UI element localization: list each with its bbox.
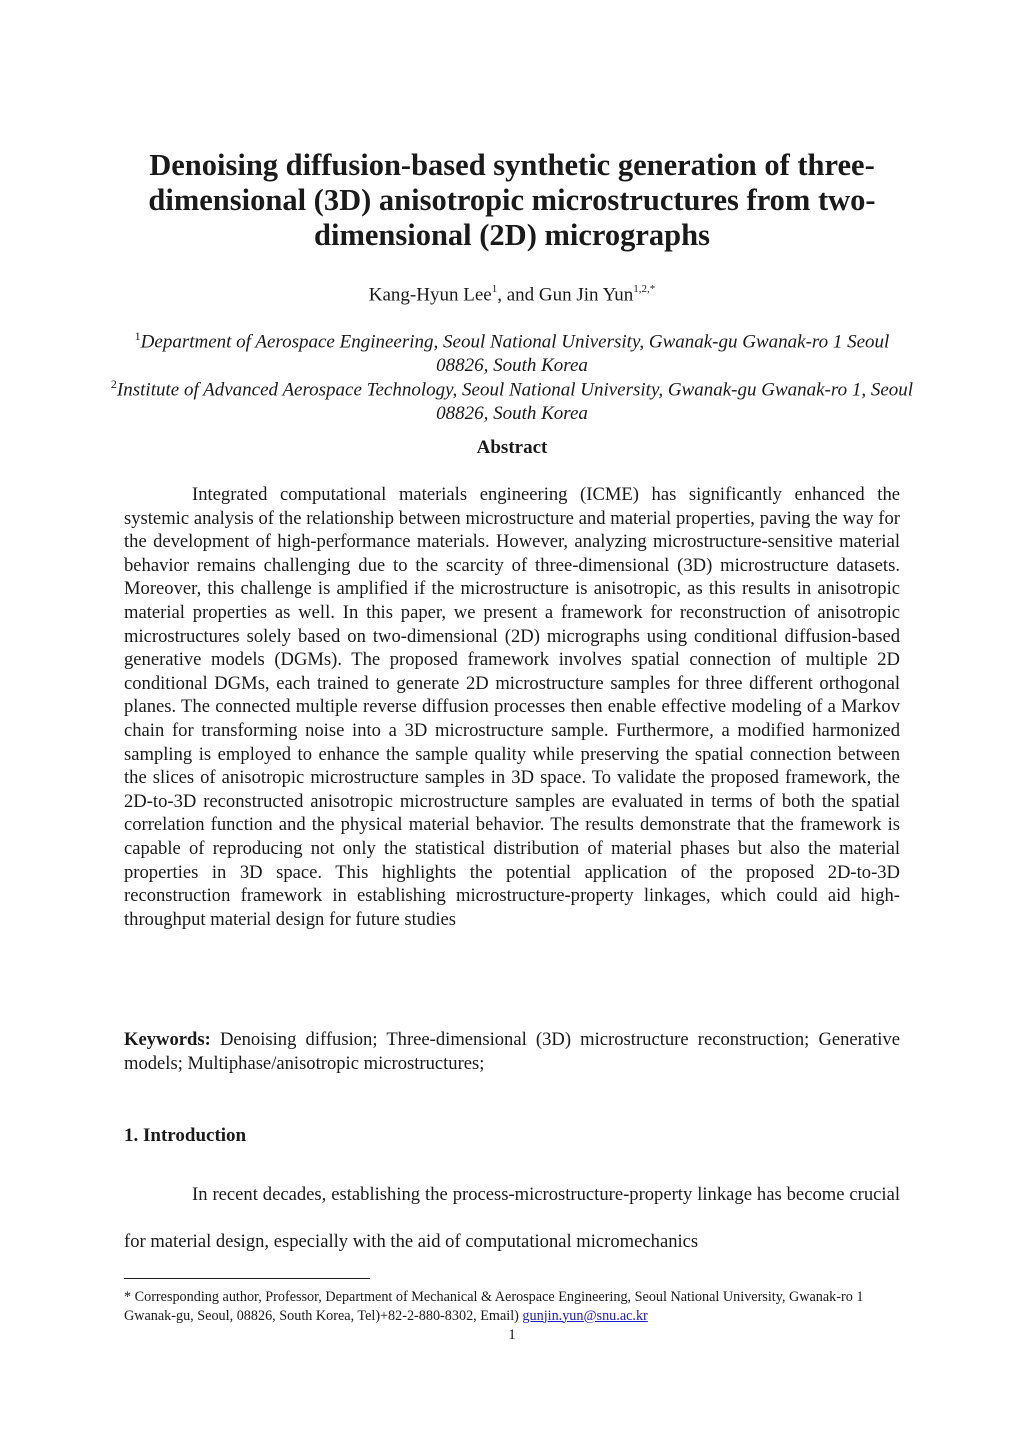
author-list [100,278,924,307]
paper-title: Denoising diffusion-based synthetic generation of three-dimensional (3D) anisotropic microstructures from two-dimensional (2D) micrographs [148,148,876,252]
affiliation-text: Department of Aerospace Engineering, Seoul National University, Gwanak-gu Gwanak-ro 1 Seoul 08826, South Korea [140,331,890,377]
introduction-body: In recent decades, establishing the process-microstructure-property linkage has become crucial for material design, especially with the aid of computational micromechanics [124,1184,900,1252]
section-heading-introduction: 1. Introduction [124,1125,247,1146]
page-number: 1 [508,1327,516,1343]
abstract-body: Integrated computational materials engineering (ICME) has significantly enhanced the systemic analysis of the relationship between microstructure and material properties, paving the way for the development of high-performance materials. However, analyzing microstructure-sensitive material behavior remains challenging due to the scarcity of three-dimensional (3D) microstructure datasets. Moreover, this challenge is amplified if the microstructure is anisotropic, as this results in anisotropic material properties as well. In this paper, we present a framework for reconstruction of anisotropic microstructures solely based on two-dimensional (2D) micrographs using conditional diffusion-based generative models (DGMs). The proposed framework involves spatial connection of multiple 2D conditional DGMs, each trained to generate 2D microstructure samples for three different orthogonal planes. The connected multiple reverse diffusion processes then enable effective modeling of a Markov chain for transforming noise into a 3D microstructure sample. Furthermore, a modified harmonized sampling is employed to enhance the sample quality while preserving the spatial connection between the slices of anisotropic microstructure samples in 3D space. To validate the proposed framework, the 2D-to-3D reconstructed anisotropic microstructure samples are evaluated in terms of both the spatial correlation function and the physical material behavior. The results demonstrate that the framework is capable of reproducing not only the statistical distribution of material phases but also the material properties in 3D space. This highlights the potential application of the proposed 2D-to-3D reconstruction framework in establishing microstructure-property linkages, which could aid high-throughput material design for future studies [124,484,900,930]
author-affiliation-mark: 1 [491,283,498,295]
affiliation-text: Institute of Advanced Aerospace Technology, Seoul National University, Gwanak-gu Gwanak-ro 1, Seoul 08826, South Korea [116,379,914,425]
affiliation-2 [110,372,914,426]
author-affiliation-mark: 1,2,* [633,283,656,295]
keywords-label: Keywords: [124,1029,211,1050]
footnote-divider [124,1278,370,1279]
keywords-text: Denoising diffusion; Three-dimensional (3D) microstructure reconstruction; Generative models; Multiphase/anisotropic microstructures; [124,1029,900,1074]
keywords [124,1028,900,1075]
footnote-text: * Corresponding author, Professor, Department of Mechanical & Aerospace Engineering, Seoul National University, Gwanak-ro 1 Gwanak-gu, Seoul, 08826, South Korea, Tel)+82-2-880-8302, Email) [124,1289,864,1324]
author-separator: , and [497,284,539,306]
email-link[interactable]: gunjin.yun@snu.ac.kr [522,1307,648,1324]
affiliation-1 [110,324,914,378]
affiliation-mark: 1 [134,329,141,343]
affiliation-mark: 2 [110,377,117,391]
author-name: Gun Jin Yun [538,284,634,306]
footnote [124,1288,900,1325]
abstract-heading: Abstract [476,437,548,458]
author-name: Kang-Hyun Lee [368,284,492,306]
